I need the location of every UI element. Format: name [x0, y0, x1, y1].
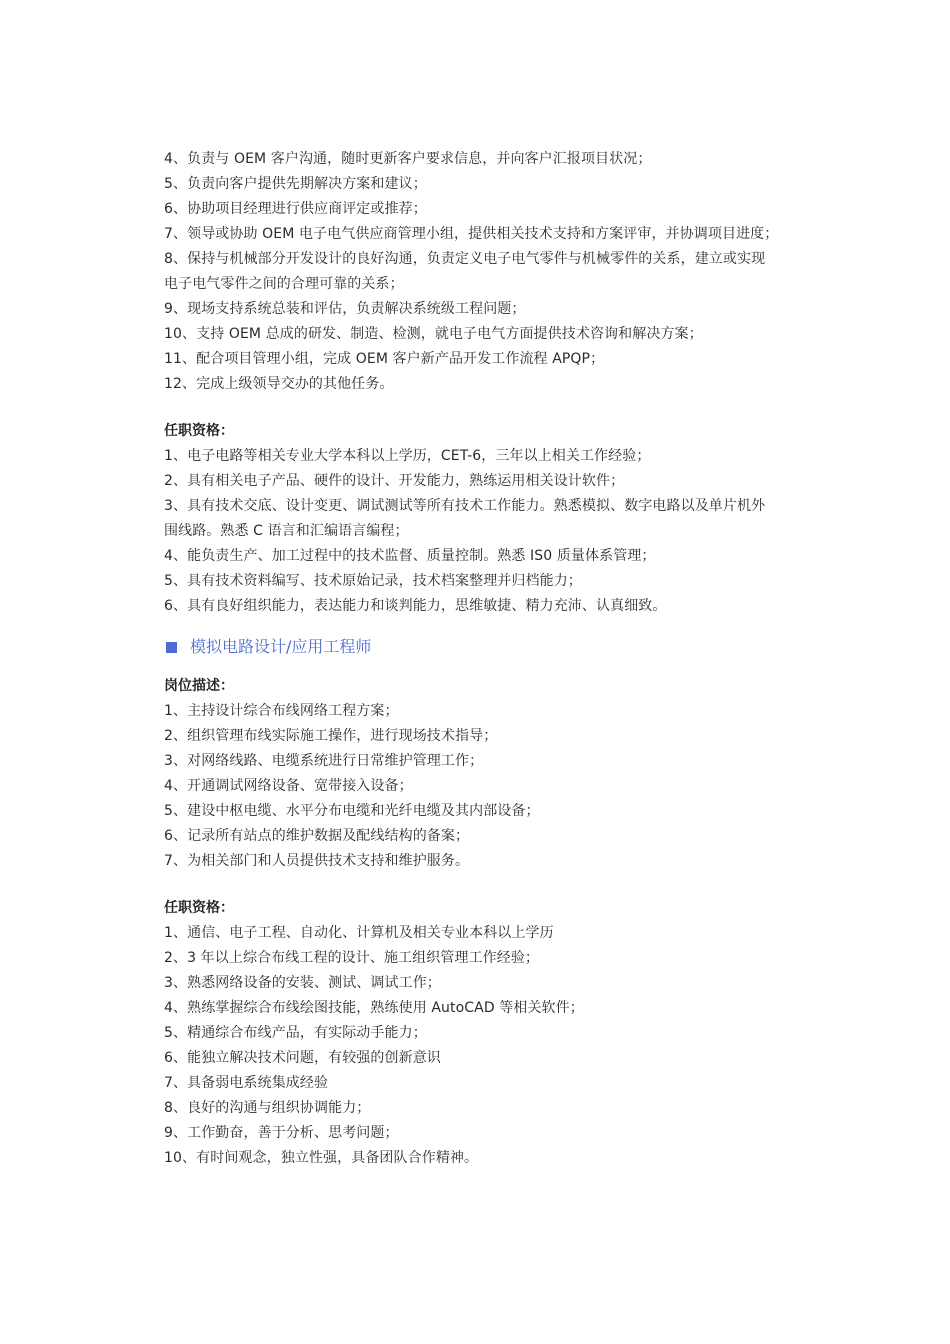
list-item: 2、组织管理布线实际施工操作，进行现场技术指导；	[164, 728, 498, 744]
list-item: 4、熟练掌握综合布线绘图技能，熟练使用 AutoCAD 等相关软件；	[164, 1000, 584, 1016]
list-item: 6、能独立解决技术问题，有较强的创新意识	[164, 1050, 441, 1066]
section2-qualifications-list	[164, 921, 784, 1171]
list-item: 4、开通调试网络设备、宽带接入设备；	[164, 778, 413, 794]
list-item: 9、现场支持系统总装和评估，负责解决系统级工程问题；	[164, 301, 526, 317]
list-item: 9、工作勤奋，善于分析、思考问题；	[164, 1125, 399, 1141]
qualifications-label: 任职资格：	[164, 900, 234, 916]
list-item: 10、有时间观念，独立性强，具备团队合作精神。	[164, 1150, 479, 1166]
list-item: 5、具有技术资料编写、技术原始记录，技术档案整理并归档能力；	[164, 573, 582, 589]
section1-qualifications-list	[164, 444, 784, 619]
list-item: 1、电子电路等相关专业大学本科以上学历，CET-6，三年以上相关工作经验；	[164, 448, 651, 464]
list-item: 8、保持与机械部分开发设计的良好沟通，负责定义电子电气零件与机械零件的关系，建立或实现电子电气零件之间的合理可靠的关系；	[164, 251, 766, 292]
spacer	[164, 874, 784, 896]
section2-duties-list	[164, 699, 784, 874]
list-item: 5、负责向客户提供先期解决方案和建议；	[164, 176, 427, 192]
list-item: 10、支持 OEM 总成的研发、制造、检测，就电子电气方面提供技术咨询和解决方案；	[164, 326, 703, 342]
list-item: 7、具备弱电系统集成经验	[164, 1075, 329, 1091]
spacer	[164, 397, 784, 419]
list-item: 3、具有技术交底、设计变更、调试测试等所有技术工作能力。熟悉模拟、数字电路以及单片机外围线路。熟悉 C 语言和汇编语言编程；	[164, 498, 766, 539]
list-item: 2、具有相关电子产品、硬件的设计、开发能力，熟练运用相关设计软件；	[164, 473, 625, 489]
list-item: 4、负责与 OEM 客户沟通，随时更新客户要求信息，并向客户汇报项目状况；	[164, 151, 652, 167]
document-content	[164, 147, 784, 1171]
section-title: 模拟电路设计/应用工程师	[190, 637, 372, 656]
list-item: 6、协助项目经理进行供应商评定或推荐；	[164, 201, 427, 217]
list-item: 3、对网络线路、电缆系统进行日常维护管理工作；	[164, 753, 484, 769]
qualifications-label: 任职资格：	[164, 423, 234, 439]
list-item: 5、精通综合布线产品，有实际动手能力；	[164, 1025, 427, 1041]
list-item: 8、良好的沟通与组织协调能力；	[164, 1100, 371, 1116]
list-item: 3、熟悉网络设备的安装、测试、调试工作；	[164, 975, 441, 991]
list-item: 5、建设中枢电缆、水平分布电缆和光纤电缆及其内部设备；	[164, 803, 540, 819]
section1-duties-list	[164, 147, 784, 397]
list-item: 7、领导或协助 OEM 电子电气供应商管理小组，提供相关技术支持和方案评审，并协调项目进度；	[164, 226, 779, 242]
duties-label: 岗位描述：	[164, 678, 234, 694]
list-item: 1、通信、电子工程、自动化、计算机及相关专业本科以上学历	[164, 925, 554, 941]
square-bullet-icon	[166, 642, 177, 653]
list-item: 6、具有良好组织能力，表达能力和谈判能力，思维敏捷、精力充沛、认真细致。	[164, 598, 667, 614]
section-heading	[164, 632, 784, 662]
list-item: 11、配合项目管理小组，完成 OEM 客户新产品开发工作流程 APQP；	[164, 351, 605, 367]
list-item: 1、主持设计综合布线网络工程方案；	[164, 703, 399, 719]
list-item: 7、为相关部门和人员提供技术支持和维护服务。	[164, 853, 470, 869]
list-item: 4、能负责生产、加工过程中的技术监督、质量控制。熟悉 IS0 质量体系管理；	[164, 548, 656, 564]
list-item: 6、记录所有站点的维护数据及配线结构的备案；	[164, 828, 470, 844]
list-item: 2、3 年以上综合布线工程的设计、施工组织管理工作经验；	[164, 950, 540, 966]
list-item: 12、完成上级领导交办的其他任务。	[164, 376, 394, 392]
